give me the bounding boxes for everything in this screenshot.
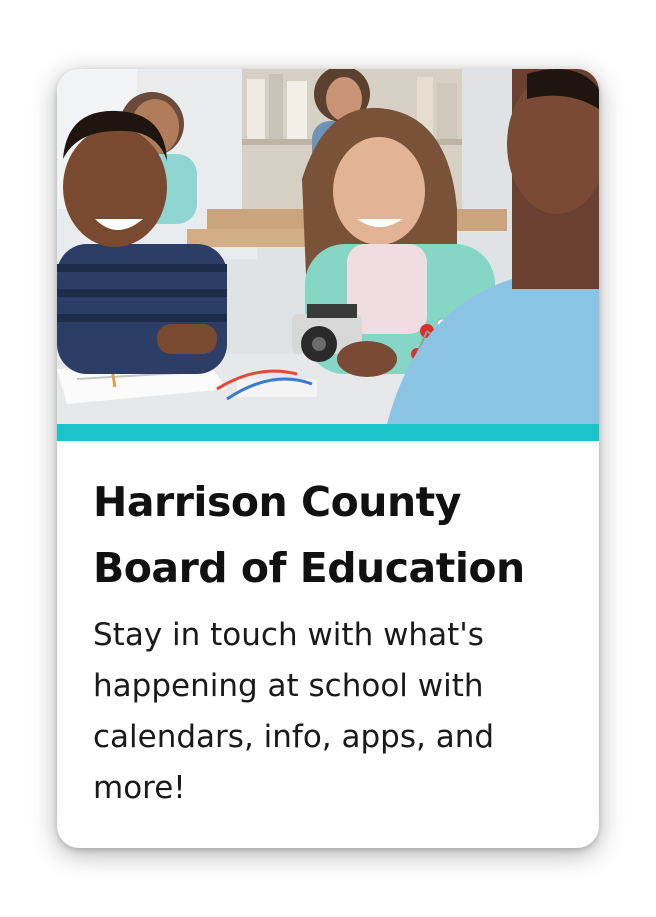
district-card[interactable] xyxy=(57,69,599,848)
classroom-photo xyxy=(57,69,599,424)
hero-image xyxy=(57,69,599,424)
card-title[interactable]: Harrison County Board of Education xyxy=(93,478,525,592)
card-description: Stay in touch with what's happening at school with calendars, info, apps, and more! xyxy=(93,617,495,806)
accent-divider xyxy=(57,424,599,441)
